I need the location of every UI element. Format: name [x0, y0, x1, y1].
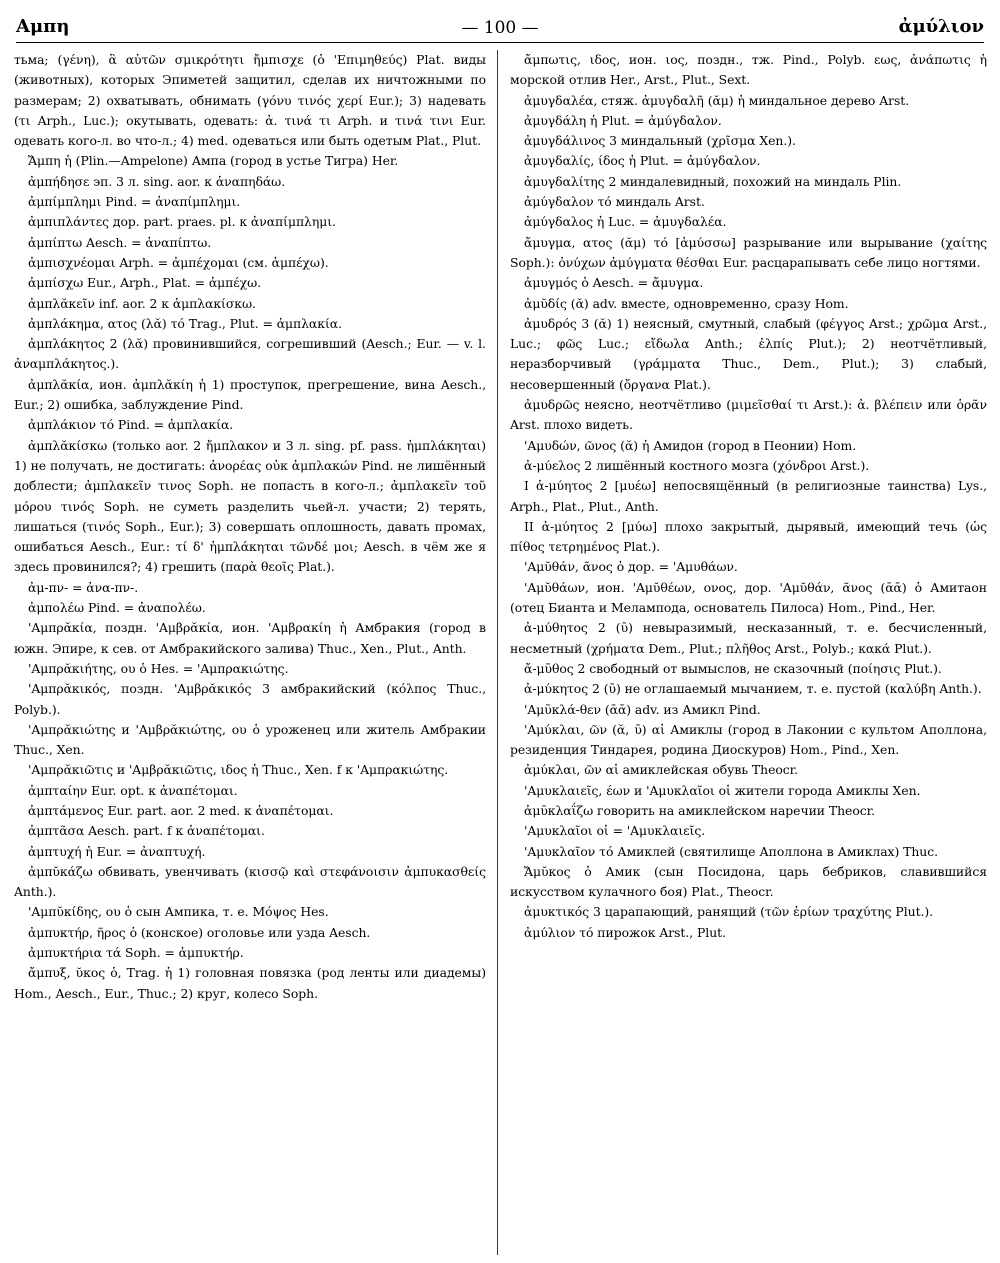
dictionary-entry: ἀμπίσχω Eur., Arph., Plat. = ἀμπέχω. — [28, 275, 262, 291]
dictionary-entry: ἀμπταίην Eur. opt. к ἀναπέτομαι. — [28, 782, 238, 798]
header-rule — [16, 42, 984, 43]
dictionary-entry: ἀμπίμπλημι Pind. = ἀναπίμπλημι. — [28, 194, 241, 210]
dictionary-entry: 'Αμυκλαῖον τό Амиклей (святилище Аполлона в Амиклах) Thuc. — [524, 843, 939, 859]
right-column — [510, 50, 987, 1255]
dictionary-entry: ἀμπλάκιον τό Pind. = ἀμπλακία. — [28, 417, 234, 433]
dictionary-entry: Ἄμῠκος ὁ Амик (сын Посидона, царь бебриков, славившийся искусством кулачного боя) Plat., Theocr. — [510, 863, 987, 900]
dictionary-entry: ἄμπυξ, ῠκος ὁ, Trag. ἡ 1) головная повязка (род ленты или диадемы) Hom., Aesch., Eur., Thuc.; 2) круг, колесо Soph. — [14, 965, 486, 1001]
dictionary-entry: ἀμυκτικός 3 царапающий, ранящий (τῶν ἐρίων τραχύτης Plut.). — [524, 904, 934, 920]
dictionary-entry: ἀμυδρῶς неясно, неотчётливо (μιμεῖσθαί τι Arst.): ἀ. βλέπειν или ὁρᾶν Arst. плохо видеть. — [510, 397, 987, 433]
dictionary-entry: ἀμπῠκάζω обвивать, увенчивать (κισσῷ καὶ στεφάνοισιν ἀμπυκασθείς Anth.). — [14, 863, 486, 900]
dictionary-entry: ἀμπήδησε эп. 3 л. sing. aor. к ἀναπηδάω. — [28, 173, 286, 189]
dictionary-entry: ἀμπιπλάντες дор. part. praes. pl. к ἀναπίμπλημι. — [28, 214, 336, 230]
dictionary-entry: ἀμυγμός ὁ Aesch. = ἄμυγμα. — [524, 275, 704, 291]
dictionary-entry: 'Αμῠθάν, ᾶνος ὁ дор. = 'Αμυθάων. — [524, 559, 738, 575]
dictionary-entry: ἀμπλᾰκεῖν inf. aor. 2 к ἀμπλακίσκω. — [28, 295, 256, 311]
column-divider — [497, 50, 498, 1255]
dictionary-entry: ἄμπωτις, ιδος, ион. ιος, поздн., тж. Pind., Polyb. εως, ἀνάπωτις ἡ морской отлив Her., Arst., Plut., Sext. — [510, 52, 987, 88]
dictionary-entry: 'Αμπρᾰκία, поздн. 'Αμβρᾰκία, ион. 'Αμβρακίη ἡ Амбракия (город в южн. Эпире, к сев. от Амбракийского залива) Thuc., Xen., Plut., Anth. — [14, 620, 486, 656]
dictionary-entry: ἀμυγδαλίς, ίδος ἡ Plut. = ἀμύγδαλον. — [524, 153, 761, 169]
dictionary-entry: ἀμπτᾶσα Aesch. part. f к ἀναπέτομαι. — [28, 823, 265, 839]
dictionary-entry: I ἀ-μύητος 2 [μυέω] непосвящённый (в религиозные таинства) Lys., Arph., Plat., Plut., Anth. — [510, 478, 987, 514]
header-right-keyword: ἀμύλιον — [898, 16, 984, 37]
dictionary-entry: 'Αμπρᾰκιήτης, ου ὁ Hes. = 'Αμπρακιώτης. — [28, 660, 289, 676]
dictionary-entry: ἀμπίπτω Aesch. = ἀναπίπτω. — [28, 234, 212, 250]
dictionary-entry: 'Αμπρᾰκικός, поздн. 'Αμβρᾰκικός 3 амбракийский (κόλπος Thuc., Polyb.). — [14, 681, 486, 717]
dictionary-entry: ἀμπολέω Pind. = ἀναπολέω. — [28, 600, 206, 616]
dictionary-entry: ἀμῠδίς (ᾰ) adv. вместе, одновременно, сразу Hom. — [524, 295, 849, 311]
header-left-keyword: Αμπη — [16, 16, 70, 37]
dictionary-entry: 'Αμυκλαιεῖς, έων и 'Αμυκλαῖοι οἱ жители города Амиклы Xen. — [524, 782, 921, 798]
left-column — [14, 50, 486, 1255]
dictionary-entry: 'Αμπρᾰκιώτης и 'Αμβρᾰκιώτης, ου ὁ уроженец или житель Амбракии Thuc., Xen. — [14, 721, 486, 758]
dictionary-entry: ἀ-μύθητος 2 (ῡ) невыразимый, несказанный, т. е. бесчисленный, несметный (χρήματα Dem., Plut.; πλῆθος Arst., Polyb.; κακά Plut.). — [510, 620, 987, 656]
dictionary-entry: ἀμπυκτήρ, ῆρος ὁ (конское) оголовье или узда Aesch. — [28, 924, 371, 940]
page-number: — 100 — — [461, 18, 539, 38]
dictionary-entry: 'Αμῠθάων, ион. 'Αμῠθέων, ονος, дор. 'Αμῠθάν, ᾶνος (ᾱᾱ) ὁ Амитаон (отец Бианта и Мелампода, основатель Пилоса) Hom., Pind., Her. — [510, 579, 987, 616]
dictionary-entry: ἀμύγδαλος ἡ Luc. = ἀμυγδαλέα. — [524, 214, 727, 230]
dictionary-entry: ἀμπλάκητος 2 (λᾰ) провинившийся, согрешивший (Aesch.; Eur. — v. l. ἀναμπλάκητος.). — [14, 336, 486, 372]
dictionary-entry: ἀμύγδαλον τό миндаль Arst. — [524, 194, 705, 210]
dictionary-entry: 'Αμῡκλά-θεν (ᾱᾱ) adv. из Амикл Pind. — [524, 701, 761, 717]
dictionary-entry: ἀμύκλαι, ῶν αἱ амиклейская обувь Theocr. — [524, 762, 799, 778]
dictionary-entry: ἀμυγδάλινος 3 миндальный (χρῖσμα Xen.). — [524, 133, 796, 149]
dictionary-entry: 'Αμπῠκίδης, ου ὁ сын Ампика, т. е. Μόψος Hes. — [28, 904, 329, 920]
dictionary-entry: ἀμ-πν- = ἀνα-πν-. — [28, 579, 139, 595]
dictionary-entry: 'Αμυδών, ῶνος (ᾰ) ἡ Амидон (город в Пеонии) Hom. — [524, 437, 857, 453]
dictionary-entry: 'Αμπρᾰκιῶτις и 'Αμβρᾰκιῶτις, ιδος ἡ Thuc., Xen. f к 'Αμπρακιώτης. — [28, 762, 449, 778]
dictionary-entry: ἀμῡκλαΐζω говорить на амиклейском наречии Theocr. — [524, 802, 876, 818]
dictionary-entry: ἀ-μύελος 2 лишённый костного мозга (χόνδροι Arst.). — [524, 457, 870, 473]
dictionary-entry: ἀμυγδαλίτης 2 миндалевидный, похожий на миндаль Plin. — [524, 173, 902, 189]
dictionary-entry: ἀ-μύκητος 2 (ῡ) не оглашаемый мычанием, т. е. пустой (καλύβη Anth.). — [524, 681, 982, 697]
dictionary-entry: ἀμπισχνέομαι Arph. = ἀμπέχομαι (см. ἀμπέχω). — [28, 254, 329, 270]
dictionary-entry: ἀμυγδάλη ἡ Plut. = ἀμύγδαλον. — [524, 112, 722, 128]
dictionary-entry: ἀμπλᾰκία, ион. ἀμπλᾰκίη ἡ 1) проступок, прегрешение, вина Aesch., Eur.; 2) ошибка, заблуждение Pind. — [14, 376, 486, 413]
dictionary-entry: ἀμυγδαλέα, стяж. ἀμυγδαλῆ (ᾰμ) ἡ миндальное дерево Arst. — [524, 92, 910, 108]
dictionary-entry: 'Αμυκλαῖοι οἱ = 'Αμυκλαιεῖς. — [524, 823, 706, 839]
dictionary-entry: ἄμυγμα, ατος (ᾰμ) τό [ἀμύσσω] разрывание или вырывание (χαίτης Soph.): ὀνύχων ἀμύγματα θέσθαι Eur. расцарапывать себе лицо ногтями. — [510, 234, 987, 270]
dictionary-entry: II ἀ-μύητος 2 [μύω] плохо закрытый, дырявый, имеющий течь (ὡς πίθος τετρημένος Plat.). — [510, 518, 987, 555]
page-header — [16, 14, 984, 44]
dictionary-entry: ἀμπτυχή ἡ Eur. = ἀναπτυχή. — [28, 843, 206, 859]
dictionary-entry: ἀμπλάκημα, ατος (λᾰ) τό Trag., Plut. = ἀμπλακία. — [28, 315, 342, 331]
dictionary-entry: ἀμπυκτήρια τά Soph. = ἀμπυκτήρ. — [28, 945, 244, 961]
dictionary-entry: 'Αμύκλαι, ῶν (ᾰ, ῡ) αἱ Амиклы (город в Лаконии с культом Аполлона, резиденция Тиндарея, родина Диоскуров) Hom., Pind., Xen. — [510, 721, 987, 758]
dictionary-entry: ἀμπλᾰκίσκω (только aor. 2 ἤμπλακον и 3 л. sing. pf. pass. ἠμπλάκηται) 1) не получать, не достигать: ἀνορέας οὐκ ἀμπλακών Pind. не лишённый доблести; ἀμπλακεῖν τινος Soph. не попасть в кого-л.; ἀμπλακεῖν τοῦ μόρου τινός Soph. не суметь разделить чьей-л. участи; 2) терять, лишаться (τινός Soph., Eur.); 3) совершать оплошность, давать промах, ошибаться Aesch., Eur.: τί δ' ἠμπλάκηται τῶνδέ μοι; Aesch. в чём же я здесь провинился?; 4) грешить (παρὰ θεοῖς Plat.). — [14, 437, 486, 575]
dictionary-entry: ἄ-μῡθος 2 свободный от вымыслов, не сказочный (ποίησις Plut.). — [524, 660, 942, 676]
dictionary-entry: тьма; (γένη), ἃ αὐτῶν σμικρότητι ἤμπισχε (ὁ 'Επιμηθεύς) Plat. виды (животных), которых Эпиметей защитил, сделав их ничтожными по размерам; 2) охватывать, обнимать (γόνυ τινός χερί Eur.); 3) надевать (τι Arph., Luc.); окутывать, одевать: ἀ. τινά τι Arph. и τινά τινι Eur. одевать кого-л. во что-л.; 4) med. одеваться или быть одетым Plat., Plut. — [14, 52, 486, 149]
dictionary-entry: ἀμπτάμενος Eur. part. aor. 2 med. к ἀναπέτομαι. — [28, 802, 334, 818]
dictionary-entry: Ἄμπη ἡ (Plin.—Ampelone) Ампа (город в устье Тигра) Her. — [28, 153, 399, 169]
dictionary-entry: ἀμύλιον τό пирожок Arst., Plut. — [524, 924, 726, 940]
dictionary-entry: ἀμυδρός 3 (ᾰ) 1) неясный, смутный, слабый (φέγγος Arst.; χρῶμα Arst., Luc.; φῶς Luc.; εἴδωλα Anth.; ἐλπίς Plut.); 2) неотчётливый, неразборчивый (γράμματα Thuc., Dem., Plut.); 3) слабый, несовершенный (ὄργανα Plat.). — [510, 315, 987, 392]
